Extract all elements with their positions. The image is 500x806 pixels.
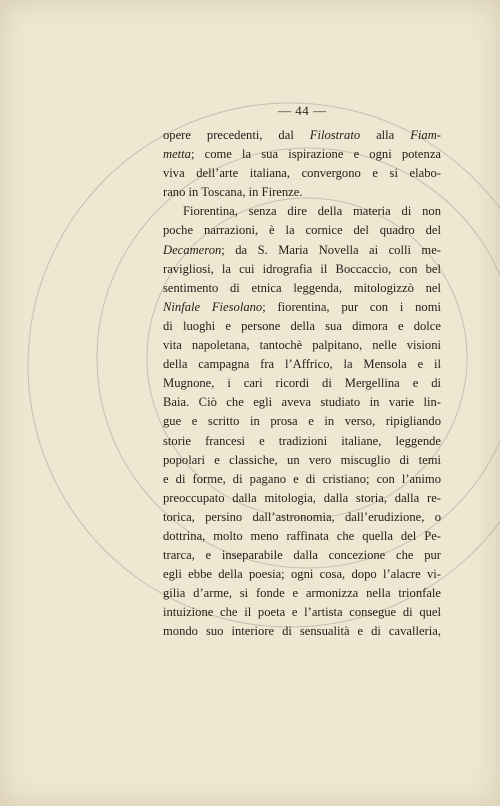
text-segment: intuizione che il poeta e l’artista consegue di quel	[163, 605, 441, 620]
text-segment: egli ebbe della poesia; ogni cosa, dopo l’alacre vi-	[163, 567, 441, 582]
text-segment: vita napoletana, tantochè palpitano, nelle visioni	[163, 338, 441, 353]
text-line	[163, 126, 441, 145]
italic-title-text: metta	[163, 147, 191, 162]
text-line	[163, 317, 441, 336]
text-segment: storie francesi e tradizioni italiane, leggende	[163, 433, 441, 448]
text-segment: ravigliosi, la cui idrografia il Boccaccio, con bel	[163, 261, 441, 276]
italic-title-text: Filostrato	[309, 128, 361, 142]
text-line	[163, 527, 441, 546]
text-line	[163, 202, 441, 221]
text-line	[163, 393, 441, 412]
text-line	[163, 451, 441, 470]
text-segment: preoccupato dalla mitologia, dalla storia, dalla re-	[163, 490, 441, 505]
text-segment: mondo suo interiore di sensualità e di cavalleria,	[163, 624, 441, 639]
text-segment: gilia d’arme, si fonde e armonizza nella trionfale	[163, 586, 441, 601]
body-text	[163, 126, 441, 642]
text-line	[163, 584, 441, 603]
text-line	[163, 336, 441, 355]
text-line	[163, 622, 441, 641]
italic-title-text: Decameron	[163, 242, 222, 257]
text-segment: gue e scritto in prosa e in verso, ripigliando	[163, 414, 441, 429]
text-segment: sentimento di etnica leggenda, mitologizzò nel	[163, 280, 441, 295]
italic-title-text: Fiam-	[410, 128, 441, 142]
text-line	[163, 241, 441, 260]
text-segment: e di forme, di pagano e di cristiano; con l’animo	[163, 471, 441, 486]
text-segment: opere precedenti, dal	[163, 128, 310, 142]
text-segment: Fiorentina, senza dire della materia di non	[183, 204, 441, 219]
text-segment: Baia. Ciò che egli aveva studiato in varie lin-	[163, 395, 441, 410]
text-line	[163, 145, 441, 164]
text-line	[163, 546, 441, 565]
text-segment: popolari e classiche, un vero miscuglio di temi	[163, 452, 441, 467]
text-segment: viva dell’arte italiana, convergono e si elabo-	[163, 166, 441, 181]
text-segment: alla	[360, 128, 411, 142]
text-segment: dottrina, molto meno raffinata che quella del Pe-	[163, 528, 441, 543]
text-line	[163, 603, 441, 622]
text-line	[163, 412, 441, 431]
italic-title-text: Ninfale Fiesolano	[163, 299, 263, 314]
text-line	[163, 279, 441, 298]
text-line	[163, 221, 441, 240]
text-segment: ; da S. Maria Novella ai colli me-	[221, 242, 441, 257]
text-segment: rano in Toscana, in Firenze.	[163, 185, 303, 200]
text-segment: torica, persino dall’astronomia, dall’erudizione, o	[163, 509, 441, 524]
text-segment: poche narrazioni, è la cornice del quadro del	[163, 223, 441, 238]
text-segment: ; fiorentina, pur con i nomi	[262, 299, 441, 314]
page-number: — 44 —	[278, 103, 327, 118]
text-line	[163, 183, 441, 202]
text-line	[163, 565, 441, 584]
text-line	[163, 432, 441, 451]
text-line	[163, 298, 441, 317]
text-segment: trarca, e inseparabile dalla concezione che pur	[163, 548, 441, 563]
text-line	[163, 260, 441, 279]
text-line	[163, 508, 441, 527]
text-segment: di luoghi e persone della sua dimora e dolce	[163, 318, 441, 333]
text-line	[163, 164, 441, 183]
text-segment: ; come la sua ispirazione e ogni potenza	[190, 147, 441, 162]
text-segment: Mugnone, i cari ricordi di Mergellina e di	[163, 376, 441, 391]
text-segment: della campagna fra l’Affrico, la Mensola e il	[163, 357, 441, 372]
text-line	[163, 489, 441, 508]
text-line	[163, 470, 441, 489]
text-line	[163, 355, 441, 374]
text-line	[163, 374, 441, 393]
